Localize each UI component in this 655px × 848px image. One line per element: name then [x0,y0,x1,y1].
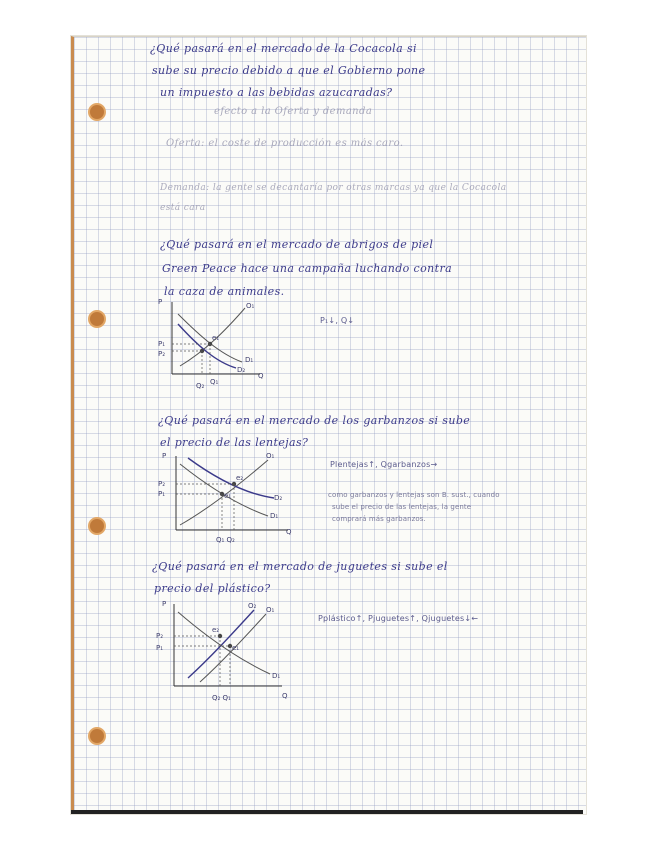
svg-text:D₁: D₁ [270,512,279,520]
svg-text:O₁: O₁ [266,452,275,460]
svg-text:O₂: O₂ [248,602,257,610]
question-1-effect: efecto a la Oferta y demanda [214,106,373,117]
svg-text:Q₂ Q₁: Q₂ Q₁ [212,694,231,702]
svg-text:Q: Q [286,528,292,536]
svg-text:e₂: e₂ [212,626,220,634]
axis-label-p: P [158,298,163,306]
quantity-1-label: Q₁ [210,378,219,386]
supply-curve-shifted [188,610,254,678]
svg-text:Q: Q [282,692,288,700]
binder-hole [88,103,106,121]
axis-label-q: Q [258,372,264,380]
page-bottom-edge [71,810,583,814]
supply-demand-graph-juguetes [148,598,293,708]
question-2-line-3: la caza de animales. [164,285,285,298]
quantity-2-label: Q₂ [196,382,205,390]
svg-text:P: P [162,600,167,608]
question-2-answer: P₁↓, Q↓ [320,316,355,325]
svg-text:e₁: e₁ [232,644,240,652]
svg-text:P₂: P₂ [158,480,166,488]
question-3-explanation-3: comprará más garbanzos. [332,515,426,523]
svg-text:D₂: D₂ [274,494,283,502]
question-4-line-2: precio del plástico? [154,582,271,595]
question-3-answer: Plentejas↑, Qgarbanzos→ [330,460,438,469]
question-1-oferta-note: Oferta: el coste de producción es más caro. [166,138,404,149]
svg-text:P₁: P₁ [156,644,164,652]
price-1-label: P₁ [158,340,166,348]
question-3-explanation-1: como garbanzos y lentejas son B. sust., cuando [328,491,500,499]
binder-hole [88,310,106,328]
binder-hole [88,727,106,745]
demand-curve-original [180,464,268,516]
supply-label: O₁ [246,302,255,310]
question-2-line-2: Green Peace hace una campaña luchando contra [162,262,453,275]
demand-1-label: D₁ [245,356,254,364]
question-3-line-1: ¿Qué pasará en el mercado de los garbanzos si sube [158,414,471,427]
question-3-line-2: el precio de las lentejas? [160,436,309,449]
question-1-line-3: un impuesto a las bebidas azucaradas? [160,86,393,99]
svg-text:P: P [162,452,167,460]
question-1-demanda-note: Demanda: la gente se decantaría por otras marcas ya que la Cocacola está cara [160,183,507,213]
question-1-line-1: ¿Qué pasará en el mercado de la Cocacola si [150,42,417,55]
question-3-explanation-2: sube el precio de las lentejas, la gente [332,503,472,511]
svg-text:O₁: O₁ [266,606,275,614]
binder-hole [88,517,106,535]
svg-text:D₁: D₁ [272,672,281,680]
svg-text:P₁: P₁ [158,490,166,498]
svg-text:e₁: e₁ [224,492,232,500]
svg-text:e₂: e₂ [236,474,244,482]
supply-demand-graph-abrigos [150,296,270,396]
supply-demand-graph-garbanzos [150,450,295,545]
equilibrium-1-label: e₁ [212,334,220,342]
question-4-answer: Pplástico↑, Pjuguetes↑, Qjuguetes↓← [318,614,479,623]
question-2-line-1: ¿Qué pasará en el mercado de abrigos de piel [160,238,434,251]
svg-text:Q₁ Q₂: Q₁ Q₂ [216,536,235,544]
question-1-line-2: sube su precio debido a que el Gobierno pone [152,64,426,77]
price-2-label: P₂ [158,350,166,358]
demand-2-label: D₂ [237,366,246,374]
question-4-line-1: ¿Qué pasará en el mercado de juguetes si sube el [152,560,448,573]
svg-text:P₂: P₂ [156,632,164,640]
